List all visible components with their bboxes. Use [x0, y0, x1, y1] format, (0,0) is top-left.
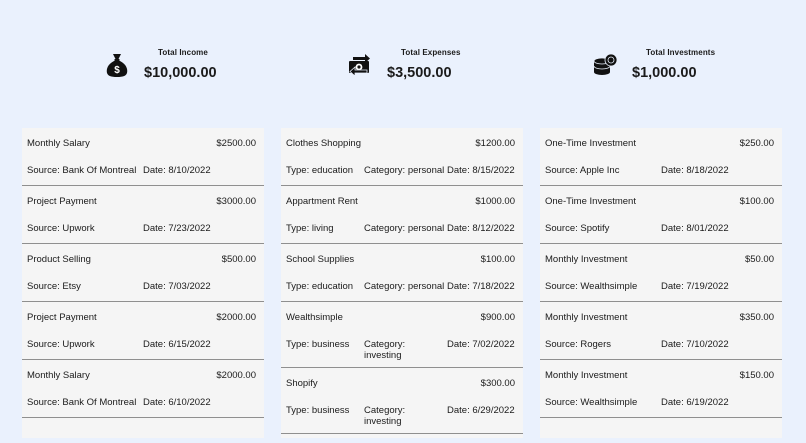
expense-date: Date: 7/02/2022: [447, 339, 515, 350]
expense-title: School Supplies: [286, 254, 355, 265]
total-income-summary: [104, 48, 217, 81]
investment-item[interactable]: [540, 186, 782, 244]
expense-date: Date: 7/18/2022: [447, 281, 515, 292]
investment-date: Date: 6/19/2022: [661, 397, 729, 408]
money-transfer-icon: [347, 52, 373, 78]
investment-amount: $250.00: [739, 138, 774, 149]
income-item[interactable]: [22, 244, 264, 302]
investment-source: Source: Wealthsimple: [545, 397, 638, 408]
income-date: Date: 6/10/2022: [143, 397, 211, 408]
investment-source: Source: Rogers: [545, 339, 612, 350]
total-income-label: Total Income: [158, 48, 208, 57]
expense-amount: $900.00: [480, 312, 515, 323]
income-amount: $2500.00: [216, 138, 256, 149]
investment-title: Monthly Investment: [545, 370, 628, 381]
expense-type: Type: education: [286, 281, 354, 292]
investment-item[interactable]: [540, 128, 782, 186]
expense-type: Type: education: [286, 165, 354, 176]
income-date: Date: 8/10/2022: [143, 165, 211, 176]
investment-amount: $350.00: [739, 312, 774, 323]
expense-amount: $1000.00: [475, 196, 515, 207]
expense-item[interactable]: [281, 244, 523, 302]
coin-stack-icon: [592, 52, 618, 78]
expense-title: Wealthsimple: [286, 312, 343, 323]
total-expenses-label: Total Expenses: [401, 48, 461, 57]
investment-item[interactable]: [540, 244, 782, 302]
income-item[interactable]: [22, 302, 264, 360]
investments-list[interactable]: [540, 128, 782, 438]
expense-type: Type: business: [286, 339, 350, 350]
expense-amount: $300.00: [480, 378, 515, 389]
investment-amount: $100.00: [739, 196, 774, 207]
investment-amount: $150.00: [739, 370, 774, 381]
expense-amount: $1200.00: [475, 138, 515, 149]
income-title: Monthly Salary: [27, 370, 90, 381]
expense-title: Clothes Shopping: [286, 138, 361, 149]
income-amount: $500.00: [221, 254, 256, 265]
income-source: Source: Bank Of Montreal: [27, 397, 137, 408]
income-title: Project Payment: [27, 312, 97, 323]
expense-date: Date: 8/12/2022: [447, 223, 515, 234]
investment-date: Date: 7/10/2022: [661, 339, 729, 350]
expense-item[interactable]: [281, 128, 523, 186]
expense-item[interactable]: [281, 368, 523, 434]
income-source: Source: Upwork: [27, 339, 95, 350]
expense-type: Type: living: [286, 223, 334, 234]
expenses-list[interactable]: [281, 128, 523, 438]
total-investments-summary: [592, 48, 715, 81]
total-expenses-summary: [347, 48, 461, 81]
investment-amount: $50.00: [744, 254, 774, 265]
investment-item[interactable]: [540, 360, 782, 418]
income-title: Project Payment: [27, 196, 97, 207]
money-bag-icon: [104, 52, 130, 78]
investment-source: Source: Wealthsimple: [545, 281, 638, 292]
total-investments-amount: $1,000.00: [632, 65, 697, 81]
investment-source: Source: Apple Inc: [545, 165, 620, 176]
income-item[interactable]: [22, 128, 264, 186]
investment-title: One-Time Investment: [545, 196, 636, 207]
income-amount: $2000.00: [216, 312, 256, 323]
income-date: Date: 6/15/2022: [143, 339, 211, 350]
investment-date: Date: 8/18/2022: [661, 165, 729, 176]
income-amount: $3000.00: [216, 196, 256, 207]
income-source: Source: Bank Of Montreal: [27, 165, 137, 176]
income-title: Product Selling: [27, 254, 91, 265]
expense-category: Category: personal: [364, 165, 445, 176]
income-list[interactable]: [22, 128, 264, 438]
investment-title: Monthly Investment: [545, 312, 628, 323]
expense-category: Category: investing: [364, 405, 406, 427]
income-title: Monthly Salary: [27, 138, 90, 149]
income-amount: $2000.00: [216, 370, 256, 381]
investment-date: Date: 7/19/2022: [661, 281, 729, 292]
investment-source: Source: Spotify: [545, 223, 610, 234]
expense-item[interactable]: [281, 302, 523, 368]
expense-item[interactable]: [281, 186, 523, 244]
income-date: Date: 7/23/2022: [143, 223, 211, 234]
expense-category: Category: personal: [364, 223, 445, 234]
income-date: Date: 7/03/2022: [143, 281, 211, 292]
investment-title: One-Time Investment: [545, 138, 636, 149]
total-investments-label: Total Investments: [646, 48, 716, 57]
income-item[interactable]: [22, 360, 264, 418]
expense-type: Type: business: [286, 405, 350, 416]
svg-text:$: $: [114, 65, 120, 76]
expense-date: Date: 8/15/2022: [447, 165, 515, 176]
income-source: Source: Etsy: [27, 281, 81, 292]
income-item[interactable]: [22, 186, 264, 244]
expense-title: Shopify: [286, 378, 318, 389]
total-income-amount: $10,000.00: [144, 65, 217, 81]
investment-title: Monthly Investment: [545, 254, 628, 265]
expense-date: Date: 6/29/2022: [447, 405, 515, 416]
expense-category: Category: personal: [364, 281, 445, 292]
investment-item[interactable]: [540, 302, 782, 360]
expense-category: Category: investing: [364, 339, 406, 361]
expense-title: Appartment Rent: [286, 196, 358, 207]
investment-date: Date: 8/01/2022: [661, 223, 729, 234]
total-expenses-amount: $3,500.00: [387, 65, 452, 81]
income-source: Source: Upwork: [27, 223, 95, 234]
expense-amount: $100.00: [480, 254, 515, 265]
